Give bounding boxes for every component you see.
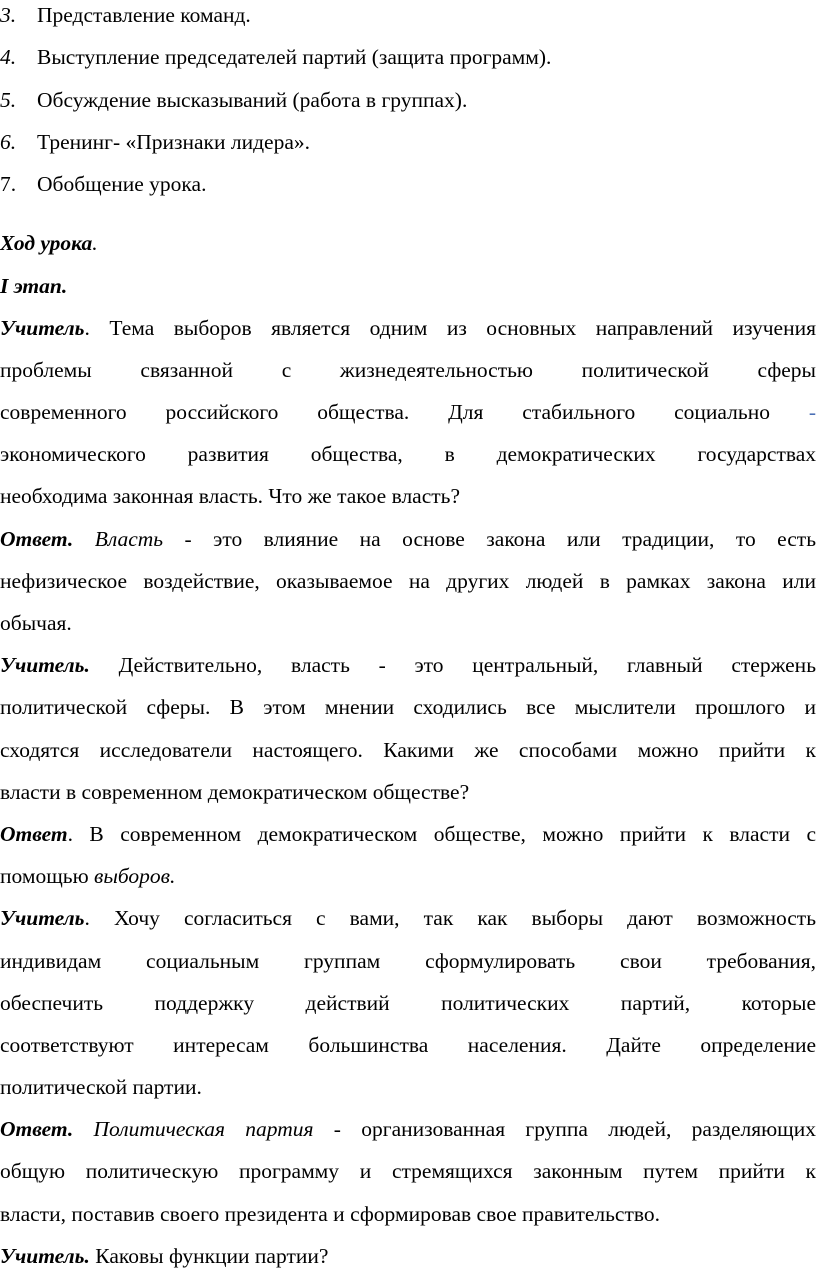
list-item-text: Обобщение урока. xyxy=(37,172,207,196)
p5-line-5: политической партии. xyxy=(0,1075,202,1099)
p6-line-3: власти, поставив своего президента и сформировав свое правительство. xyxy=(0,1202,661,1226)
p5-line-1: Учитель. Хочу согласиться с вами, так как выборы дают возможность xyxy=(0,906,816,930)
speaker-label: Учитель xyxy=(0,906,85,930)
heading-dot: . xyxy=(92,231,98,255)
p2-line-2: нефизическое воздействие, оказываемое на других людей в рамках закона или xyxy=(0,569,816,593)
list-item-text: Тренинг- «Признаки лидера». xyxy=(37,130,311,154)
p4-line-2: помощью выборов. xyxy=(0,864,176,888)
p3-line-2: политической сферы. В этом мнении сходились все мыслители прошлого и xyxy=(0,695,816,719)
list-item-text: Обсуждение высказываний (работа в группах). xyxy=(37,88,468,112)
list-number: 7. xyxy=(0,172,17,196)
p3-line-4: власти в современном демократическом обществе? xyxy=(0,780,470,804)
term: выборов. xyxy=(94,864,176,888)
list-item-text: Выступление председателей партий (защита программ). xyxy=(37,45,552,69)
p2-line-1: Ответ. Власть - это влияние на основе закона или традиции, то есть xyxy=(0,527,816,551)
speaker-label: Учитель. xyxy=(0,1244,90,1268)
speaker-label: Ответ. xyxy=(0,527,74,551)
p5-line-3: обеспечить поддержку действий политических партий, которые xyxy=(0,991,816,1015)
list-number: 5. xyxy=(0,88,17,112)
p5-line-2: индивидам социальным группам сформулировать свои требования, xyxy=(0,949,816,973)
lesson-heading xyxy=(0,230,816,256)
p1-line-2: проблемы связанной с жизнедеятельностью политической сферы xyxy=(0,358,816,382)
term: Политическая партия xyxy=(93,1117,314,1141)
p6-line-1: Ответ. Политическая партия - организованная группа людей, разделяющих xyxy=(0,1117,816,1141)
list-number: 4. xyxy=(0,45,17,69)
p2-line-3: обычая. xyxy=(0,611,72,635)
p5-line-4: соответствуют интересам большинства населения. Дайте определение xyxy=(0,1033,816,1057)
speaker-label: Ответ xyxy=(0,822,68,846)
speaker-label: Учитель xyxy=(0,316,85,340)
heading-main: Ход урока xyxy=(0,231,93,255)
list-number: 3. xyxy=(0,3,17,27)
p1-line-4: экономического развития общества, в демократических государствах xyxy=(0,442,816,466)
p1-line-3: современного российского общества. Для стабильного социально - xyxy=(0,400,816,424)
p7-line-1: Учитель. Каковы функции партии? xyxy=(0,1244,329,1268)
term: Власть xyxy=(94,527,164,551)
list-item-text: Представление команд. xyxy=(37,3,251,27)
blue-dash: - xyxy=(808,400,816,424)
speaker-label: Учитель. xyxy=(0,653,90,677)
p6-line-2: общую политическую программу и стремящихся законным путем прийти к xyxy=(0,1159,816,1183)
p4-line-1: Ответ. В современном демократическом обществе, можно прийти к власти с xyxy=(0,822,816,846)
stage-title: I этап. xyxy=(0,274,68,298)
speaker-label: Ответ. xyxy=(0,1117,74,1141)
p1-line-5: необходима законная власть. Что же такое власть? xyxy=(0,484,461,508)
p3-line-3: сходятся исследователи настоящего. Какими же способами можно прийти к xyxy=(0,738,816,762)
p1-line-1: Учитель. Тема выборов является одним из основных направлений изучения xyxy=(0,316,816,340)
p3-line-1: Учитель. Действительно, власть - это центральный, главный стержень xyxy=(0,653,816,677)
list-number: 6. xyxy=(0,130,17,154)
